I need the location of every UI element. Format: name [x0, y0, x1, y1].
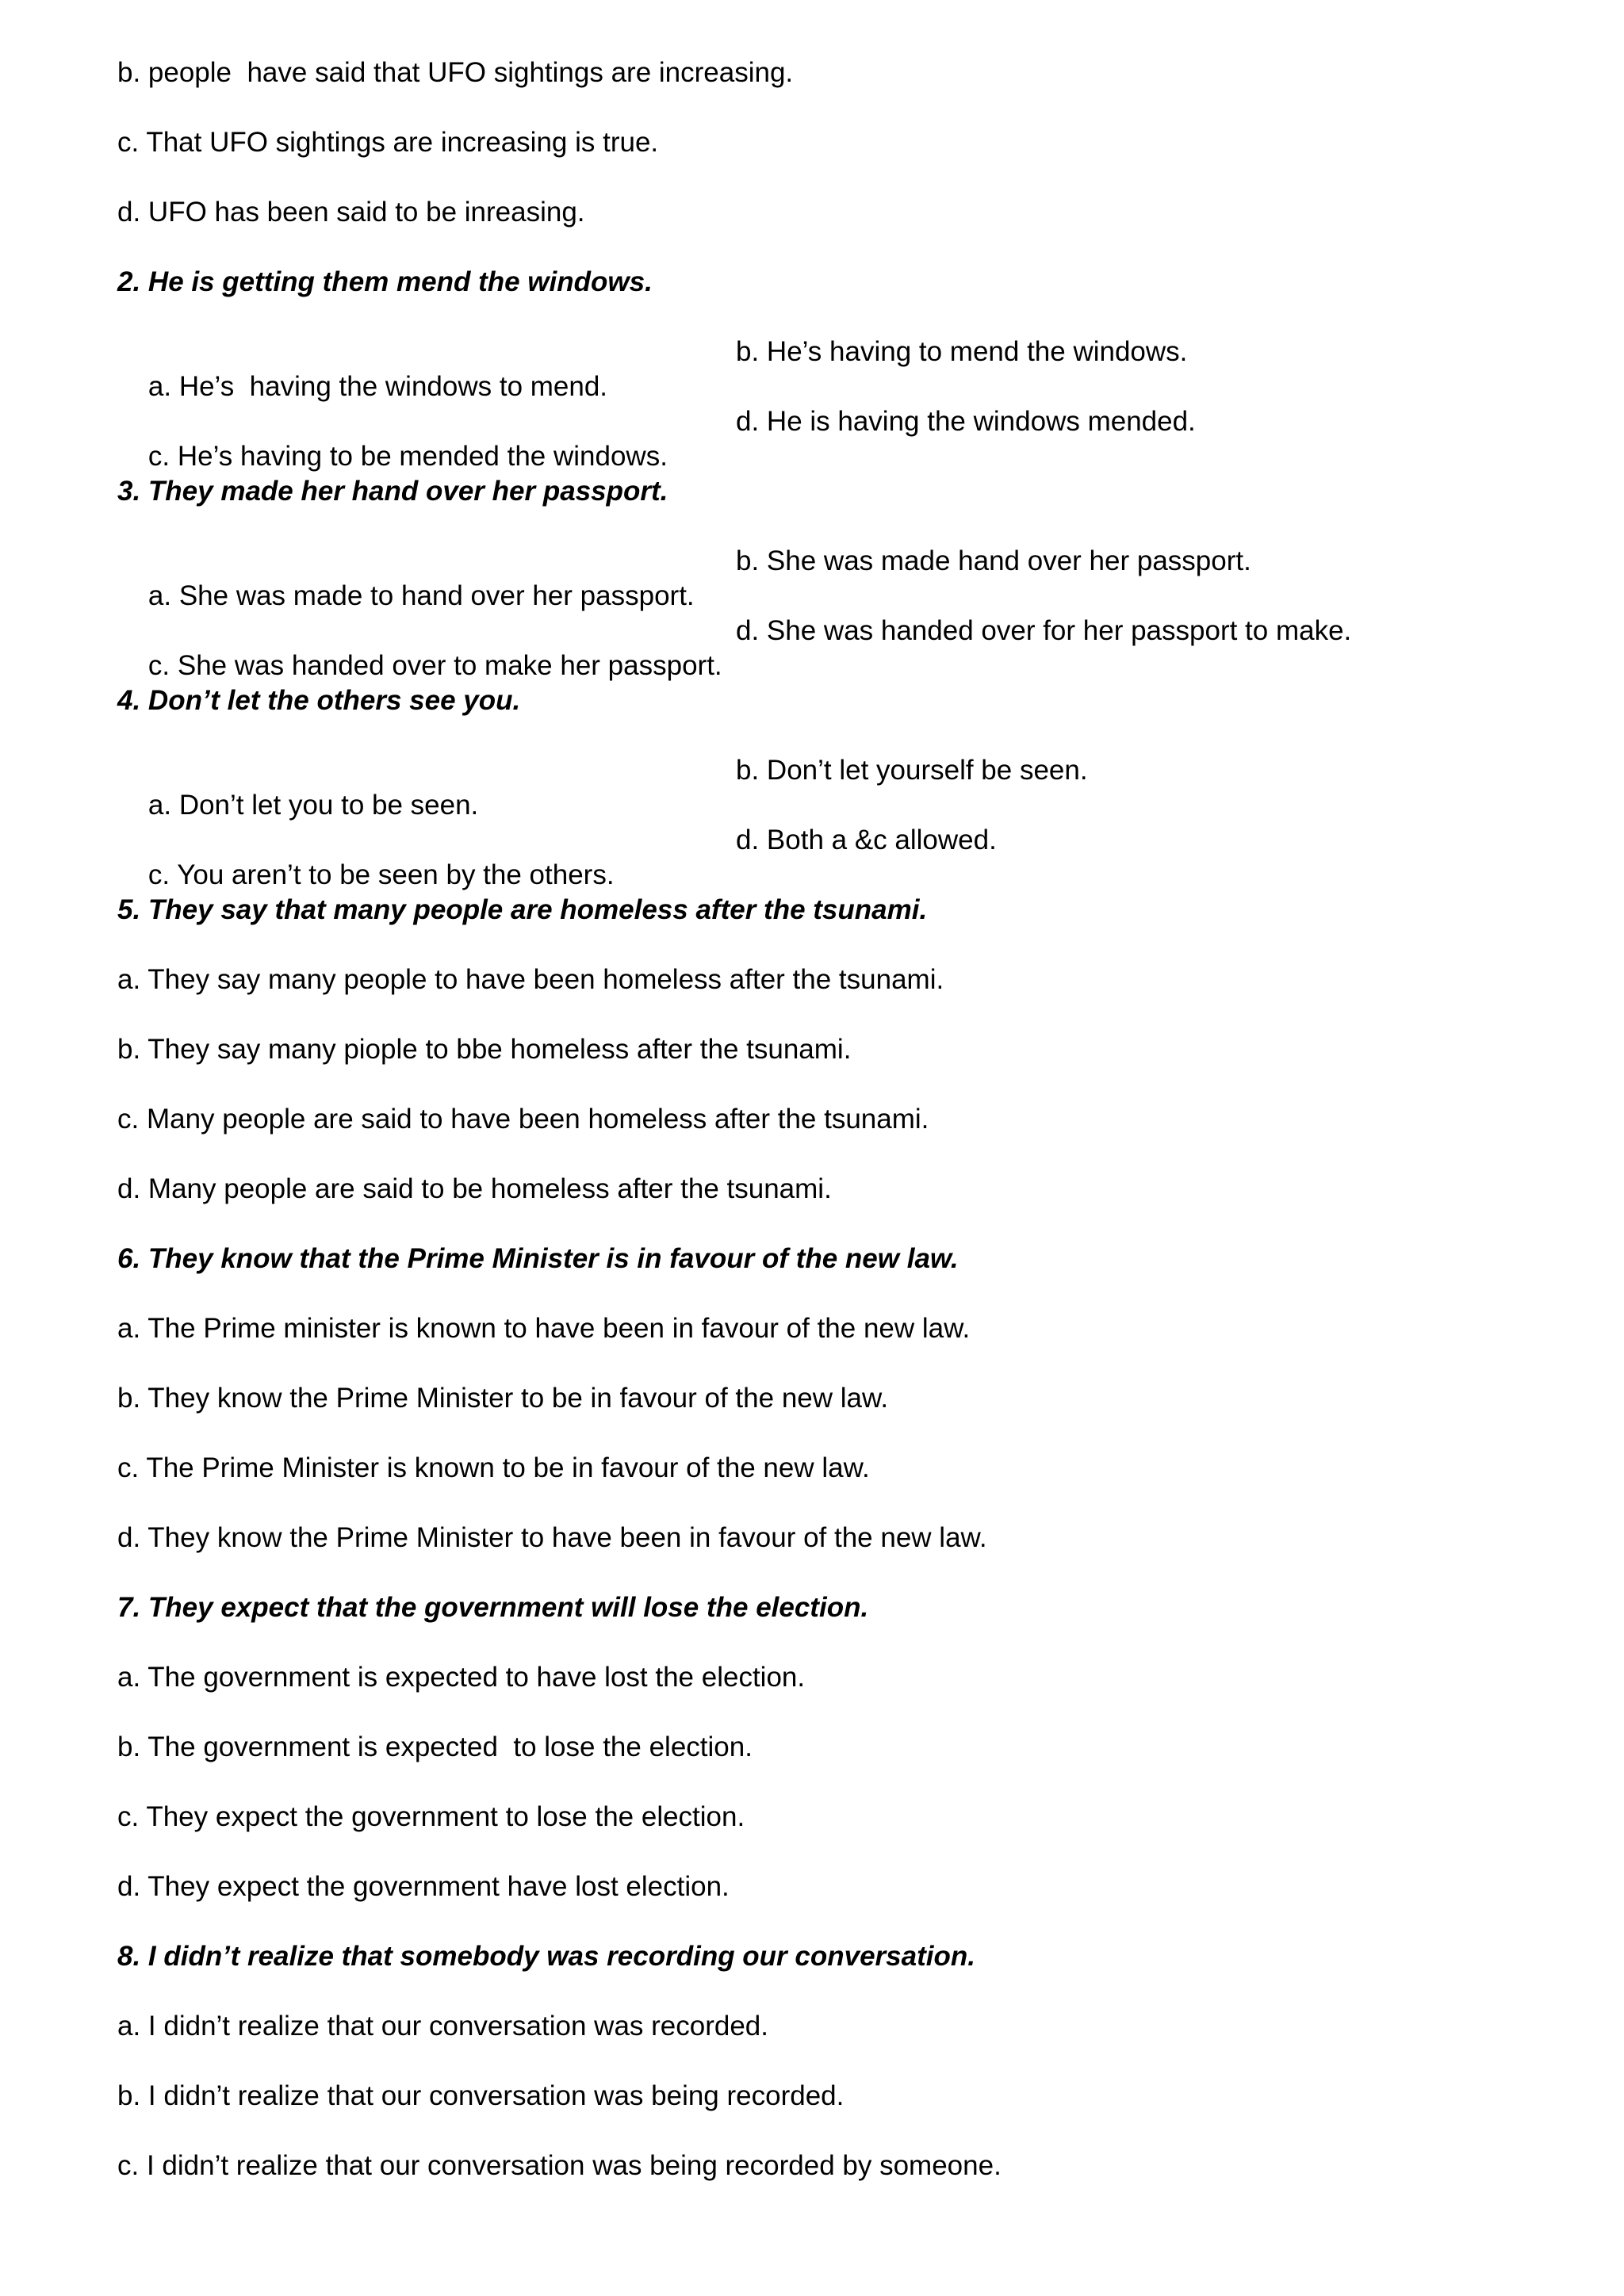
- q6-option-c: c. The Prime Minister is known to be in favour of the new law.: [117, 1452, 870, 1483]
- q2-option-b: b. He’s having to mend the windows.: [736, 336, 1188, 367]
- q3-option-c: c. She was handed over to make her passport.: [147, 650, 722, 681]
- q6-option-a: a. The Prime minister is known to have been in favour of the new law.: [117, 1313, 971, 1344]
- q2-option-a: a. He’s having the windows to mend.: [147, 371, 608, 402]
- q7-option-b: b. The government is expected to lose the election.: [117, 1732, 753, 1762]
- q5-option-c: c. Many people are said to have been homeless after the tsunami.: [117, 1104, 929, 1135]
- q5-option-a: a. They say many people to have been homeless after the tsunami.: [117, 964, 944, 995]
- q5-option-d: d. Many people are said to be homeless after the tsunami.: [117, 1173, 832, 1204]
- q5-prompt: 5. They say that many people are homeless after the tsunami.: [117, 894, 928, 925]
- q2-option-d: d. He is having the windows mended.: [736, 406, 1196, 437]
- q1-option-b: b. people have said that UFO sightings are increasing.: [117, 57, 794, 88]
- q6-option-d: d. They know the Prime Minister to have been in favour of the new law.: [117, 1522, 987, 1553]
- q5-option-b: b. They say many piople to bbe homeless after the tsunami.: [117, 1034, 852, 1065]
- q4-option-d: d. Both a &c allowed.: [736, 825, 997, 855]
- q3-option-d: d. She was handed over for her passport to make.: [736, 615, 1352, 646]
- q8-option-c: c. I didn’t realize that our conversation was being recorded by someone.: [117, 2150, 1002, 2181]
- q4-option-c: c. You aren’t to be seen by the others.: [147, 859, 615, 890]
- q7-option-a: a. The government is expected to have lost the election.: [117, 1662, 806, 1693]
- q3-option-a: a. She was made to hand over her passport.: [147, 580, 695, 611]
- q7-option-d: d. They expect the government have lost election.: [117, 1871, 730, 1902]
- q2-option-c: c. He’s having to be mended the windows.: [147, 441, 668, 472]
- q1-option-d: d. UFO has been said to be inreasing.: [117, 197, 585, 228]
- q6-option-b: b. They know the Prime Minister to be in favour of the new law.: [117, 1383, 889, 1414]
- q2-prompt: 2. He is getting them mend the windows.: [117, 266, 653, 297]
- q4-option-a: a. Don’t let you to be seen.: [147, 790, 479, 821]
- q6-prompt: 6. They know that the Prime Minister is in favour of the new law.: [117, 1243, 959, 1274]
- q7-prompt: 7. They expect that the government will lose the election.: [117, 1592, 869, 1623]
- q1-option-c: c. That UFO sightings are increasing is true.: [117, 127, 659, 158]
- q4-prompt: 4. Don’t let the others see you.: [117, 685, 521, 716]
- q7-option-c: c. They expect the government to lose the election.: [117, 1801, 745, 1832]
- q8-prompt: 8. I didn’t realize that somebody was recording our conversation.: [117, 1941, 975, 1972]
- q4-option-b: b. Don’t let yourself be seen.: [736, 755, 1088, 786]
- q8-option-a: a. I didn’t realize that our conversation was recorded.: [117, 2011, 768, 2042]
- q3-option-b: b. She was made hand over her passport.: [736, 545, 1251, 576]
- q3-prompt: 3. They made her hand over her passport.: [117, 476, 668, 507]
- q8-option-b: b. I didn’t realize that our conversation was being recorded.: [117, 2080, 845, 2111]
